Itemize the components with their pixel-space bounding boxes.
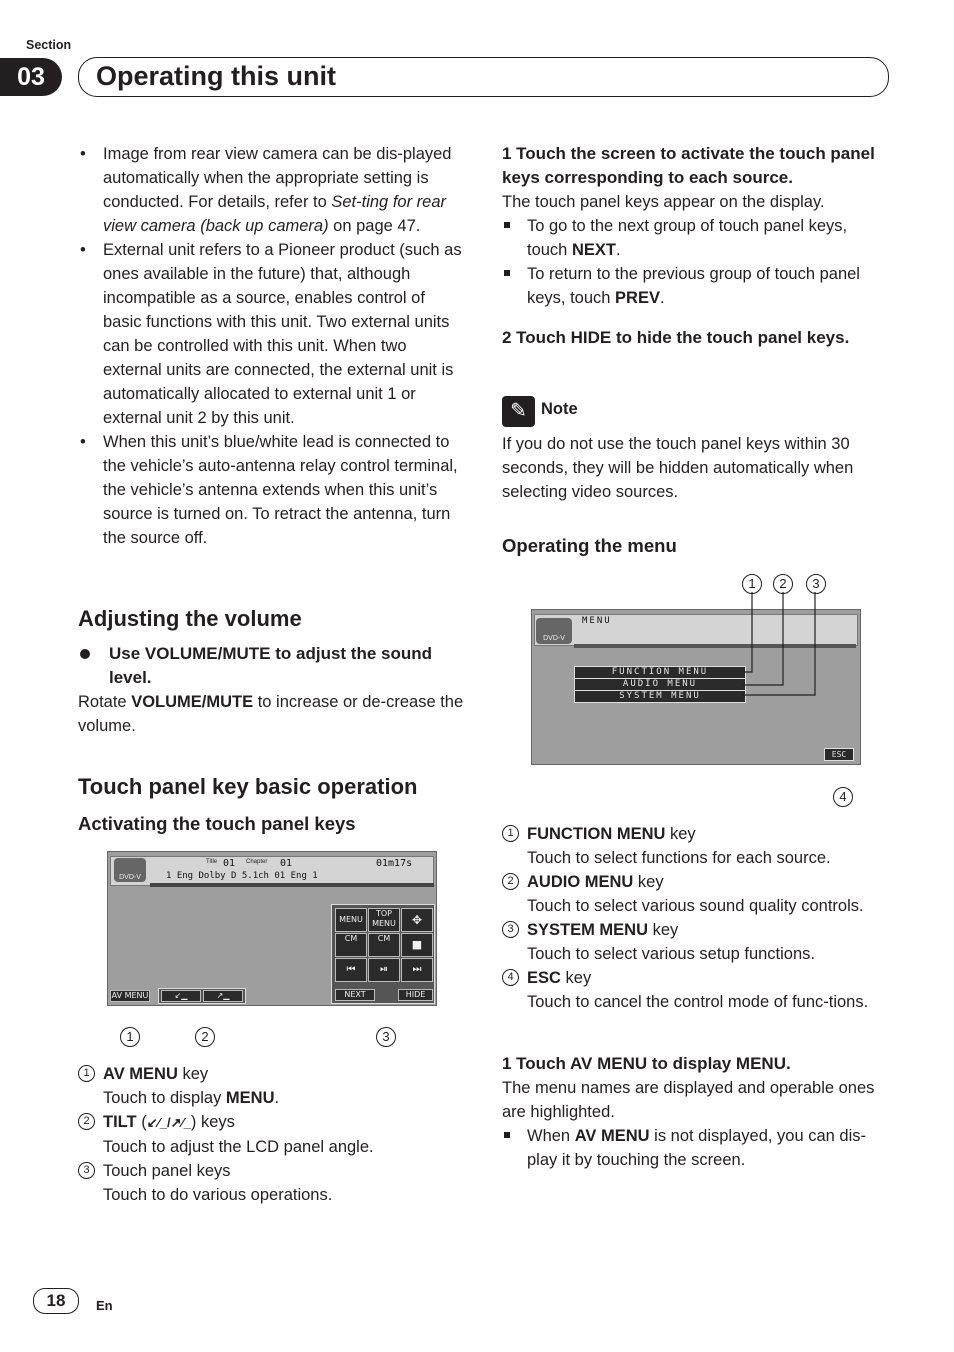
legend-number: 4 [502, 969, 519, 986]
legend-number: 2 [78, 1113, 95, 1130]
bullet-item [78, 142, 466, 238]
bullet-text: External unit refers to a Pioneer product (such as ones available in the future) that, although incompatible as a source, enables control of basic functions with this unit. Two external units can be controlled with this unit. When two external units are connected, the external unit is automatically allocated to external unit 1 or external unit 2 by this unit. [103, 241, 462, 427]
step-1: 1 Touch the screen to activate the touch panel keys corresponding to each source. [502, 144, 875, 187]
esc-button[interactable]: ESC [824, 748, 854, 761]
legend-desc-bold: MENU [225, 1089, 275, 1107]
legend-key-name: FUNCTION MENU [527, 825, 666, 843]
volume-section [78, 642, 466, 738]
audio-info: 1 Eng Dolby D 5.1ch 01 Eng 1 [166, 871, 318, 881]
tip-text: When [527, 1127, 575, 1145]
tip-text: To return to the previous group of touch panel keys, touch [527, 265, 860, 307]
callout-4: 4 [833, 787, 853, 807]
bullet-reference: Set-ting for rear view camera (back up camera) [103, 193, 447, 235]
callout-lines [740, 592, 840, 792]
legend-desc: Touch to select functions for each source. [527, 849, 831, 867]
legend-key-name: TILT [103, 1113, 137, 1131]
cm-skip-button[interactable]: CM [368, 933, 400, 957]
next-button[interactable]: NEXT [335, 989, 375, 1001]
bullet-text-end: on page 47. [328, 217, 421, 235]
legend-key-suffix: key [633, 873, 664, 891]
legend-key-name: SYSTEM MENU [527, 921, 649, 939]
chapter-label: Chapter [246, 859, 268, 865]
volume-step [78, 642, 466, 690]
note-pencil-icon: ✎ [502, 396, 535, 427]
legend-number: 2 [502, 873, 519, 890]
stop-icon[interactable]: ■ [401, 933, 433, 957]
step-dot-icon [80, 649, 90, 659]
legend-key-name: ESC [527, 969, 561, 987]
step-2: 2 Touch HIDE to hide the touch panel keys. [502, 328, 850, 347]
menu-button[interactable]: MENU [335, 908, 367, 932]
menu-label: MENU [582, 616, 612, 626]
cm-back-button[interactable]: CM [335, 933, 367, 957]
screen1-legend [78, 1062, 466, 1207]
legend-key-name: AV MENU [103, 1065, 178, 1083]
step-1-text: The touch panel keys appear on the display. [502, 193, 825, 211]
tip-prev [502, 262, 892, 310]
dvd-logo: DVD-V [114, 858, 146, 882]
touch-panel-heading: Touch panel key basic operation [78, 774, 418, 799]
legend-item [502, 870, 892, 918]
legend-key-suffix: key [560, 969, 592, 987]
section-label: Section [26, 38, 72, 52]
tip-text-end: . [615, 241, 621, 259]
callout-1: 1 [120, 1027, 140, 1047]
notes-bullet-list [78, 142, 466, 550]
tip-text-end: is not displayed, you can dis-play it by touching the screen. [527, 1127, 867, 1169]
audio-menu-button[interactable]: AUDIO MENU [574, 678, 746, 691]
bullet-text: Image from rear view camera can be dis-played automatically when the appropriate setting is conducted. For details, refer to [103, 145, 452, 211]
callout-3: 3 [806, 574, 826, 594]
chapter-value: 01 [280, 858, 293, 869]
dvd-logo: DVD-V [536, 618, 572, 644]
av-menu-steps [502, 1052, 892, 1172]
volume-step-text: Use VOLUME/MUTE to adjust the sound level. [109, 644, 433, 687]
legend-number: 3 [502, 921, 519, 938]
divider [150, 883, 434, 887]
tip-av-menu [502, 1124, 892, 1172]
legend-desc: Touch to select various sound quality controls. [527, 897, 864, 915]
legend-key-suffix: ( [136, 1113, 147, 1131]
legend-number: 3 [78, 1162, 95, 1179]
bullet-item [78, 238, 466, 430]
page-title: Operating this unit [96, 61, 336, 91]
legend-desc: Touch to select various setup functions. [527, 945, 815, 963]
move-arrows-icon[interactable]: ✥ [401, 908, 433, 932]
legend-desc: Touch to display [103, 1089, 226, 1107]
legend-desc: Touch to adjust the LCD panel angle. [103, 1138, 374, 1156]
callout-3: 3 [376, 1027, 396, 1047]
legend-desc-end: . [274, 1089, 280, 1107]
legend-desc: Touch to cancel the control mode of func-tions. [527, 993, 869, 1011]
top-menu-button[interactable]: TOP MENU [368, 908, 400, 932]
step-av-menu-text: The menu names are displayed and operable ones are highlighted. [502, 1079, 875, 1121]
legend-key-name: Touch panel keys [103, 1162, 231, 1180]
tip-next [502, 214, 892, 262]
callout-line-1 [743, 592, 752, 672]
section-number: 03 [0, 58, 62, 96]
tip-text-end: . [659, 289, 665, 307]
previous-track-icon[interactable]: ⏮ [335, 958, 367, 982]
step-av-menu: 1 Touch AV MENU to display MENU. [502, 1054, 791, 1073]
legend-item [502, 966, 892, 1014]
callout-1: 1 [742, 574, 762, 594]
tilt-up-icon[interactable]: ↗▁ [203, 990, 243, 1002]
volume-text [78, 690, 466, 738]
legend-key-name: AUDIO MENU [527, 873, 634, 891]
note-label: Note [541, 400, 578, 418]
legend-key-suffix: key [665, 825, 696, 843]
activating-heading: Activating the touch panel keys [78, 813, 356, 834]
title-value: 01 [223, 858, 236, 869]
right-steps [502, 142, 892, 350]
volume-text-bold: VOLUME/MUTE [131, 693, 254, 711]
tip-bold: AV MENU [574, 1127, 650, 1145]
bullet-text: When this unit’s blue/white lead is connected to the vehicle’s auto-antenna relay control terminal, the vehicle’s antenna extends when this unit’s source is turned on. To retract the antenna, turn the source off. [103, 433, 458, 547]
legend-item [78, 1062, 466, 1110]
callout-2: 2 [195, 1027, 215, 1047]
hide-button[interactable]: HIDE [398, 989, 433, 1001]
menu-heading: Operating the menu [502, 535, 677, 556]
legend-key-suffix: key [648, 921, 679, 939]
tilt-down-icon[interactable]: ↙▁ [161, 990, 201, 1002]
touch-panel-screenshot [107, 851, 437, 1006]
volume-text-post: to increase or de-crease the volume. [78, 693, 464, 735]
bullet-item [78, 430, 466, 550]
page-number: 18 [33, 1288, 79, 1314]
tilt-icons: ↙⁄_/↗⁄_ [146, 1115, 191, 1130]
tip-text: To go to the next group of touch panel keys, touch [527, 217, 848, 259]
legend-desc: Touch to do various operations. [103, 1186, 333, 1204]
legend-item [78, 1110, 466, 1159]
play-pause-icon[interactable]: ⏯ [368, 958, 400, 982]
screen2-legend [502, 822, 892, 1014]
volume-heading: Adjusting the volume [78, 606, 302, 631]
system-menu-button[interactable]: SYSTEM MENU [574, 690, 746, 703]
callout-line-2 [743, 592, 783, 685]
next-track-icon[interactable]: ⏭ [401, 958, 433, 982]
legend-key-suffix: key [177, 1065, 209, 1083]
function-menu-button[interactable]: FUNCTION MENU [574, 666, 746, 679]
volume-text-pre: Rotate [78, 693, 132, 711]
language-code: En [96, 1298, 113, 1313]
legend-item [78, 1159, 466, 1207]
legend-number: 1 [78, 1065, 95, 1082]
legend-item [502, 822, 892, 870]
note-text: If you do not use the touch panel keys within 30 seconds, they will be hidden automatically when selecting video sources. [502, 435, 854, 501]
legend-item [502, 918, 892, 966]
tip-bold: NEXT [571, 241, 616, 259]
time-readout: 01m17s [376, 858, 413, 869]
callout-line-3 [743, 592, 815, 695]
av-menu-button[interactable]: AV MENU [111, 991, 149, 1000]
legend-number: 1 [502, 825, 519, 842]
legend-key-suffix-2: ) keys [190, 1113, 235, 1131]
callout-2: 2 [773, 574, 793, 594]
tip-bold: PREV [615, 289, 660, 307]
title-label: Title [206, 859, 218, 865]
